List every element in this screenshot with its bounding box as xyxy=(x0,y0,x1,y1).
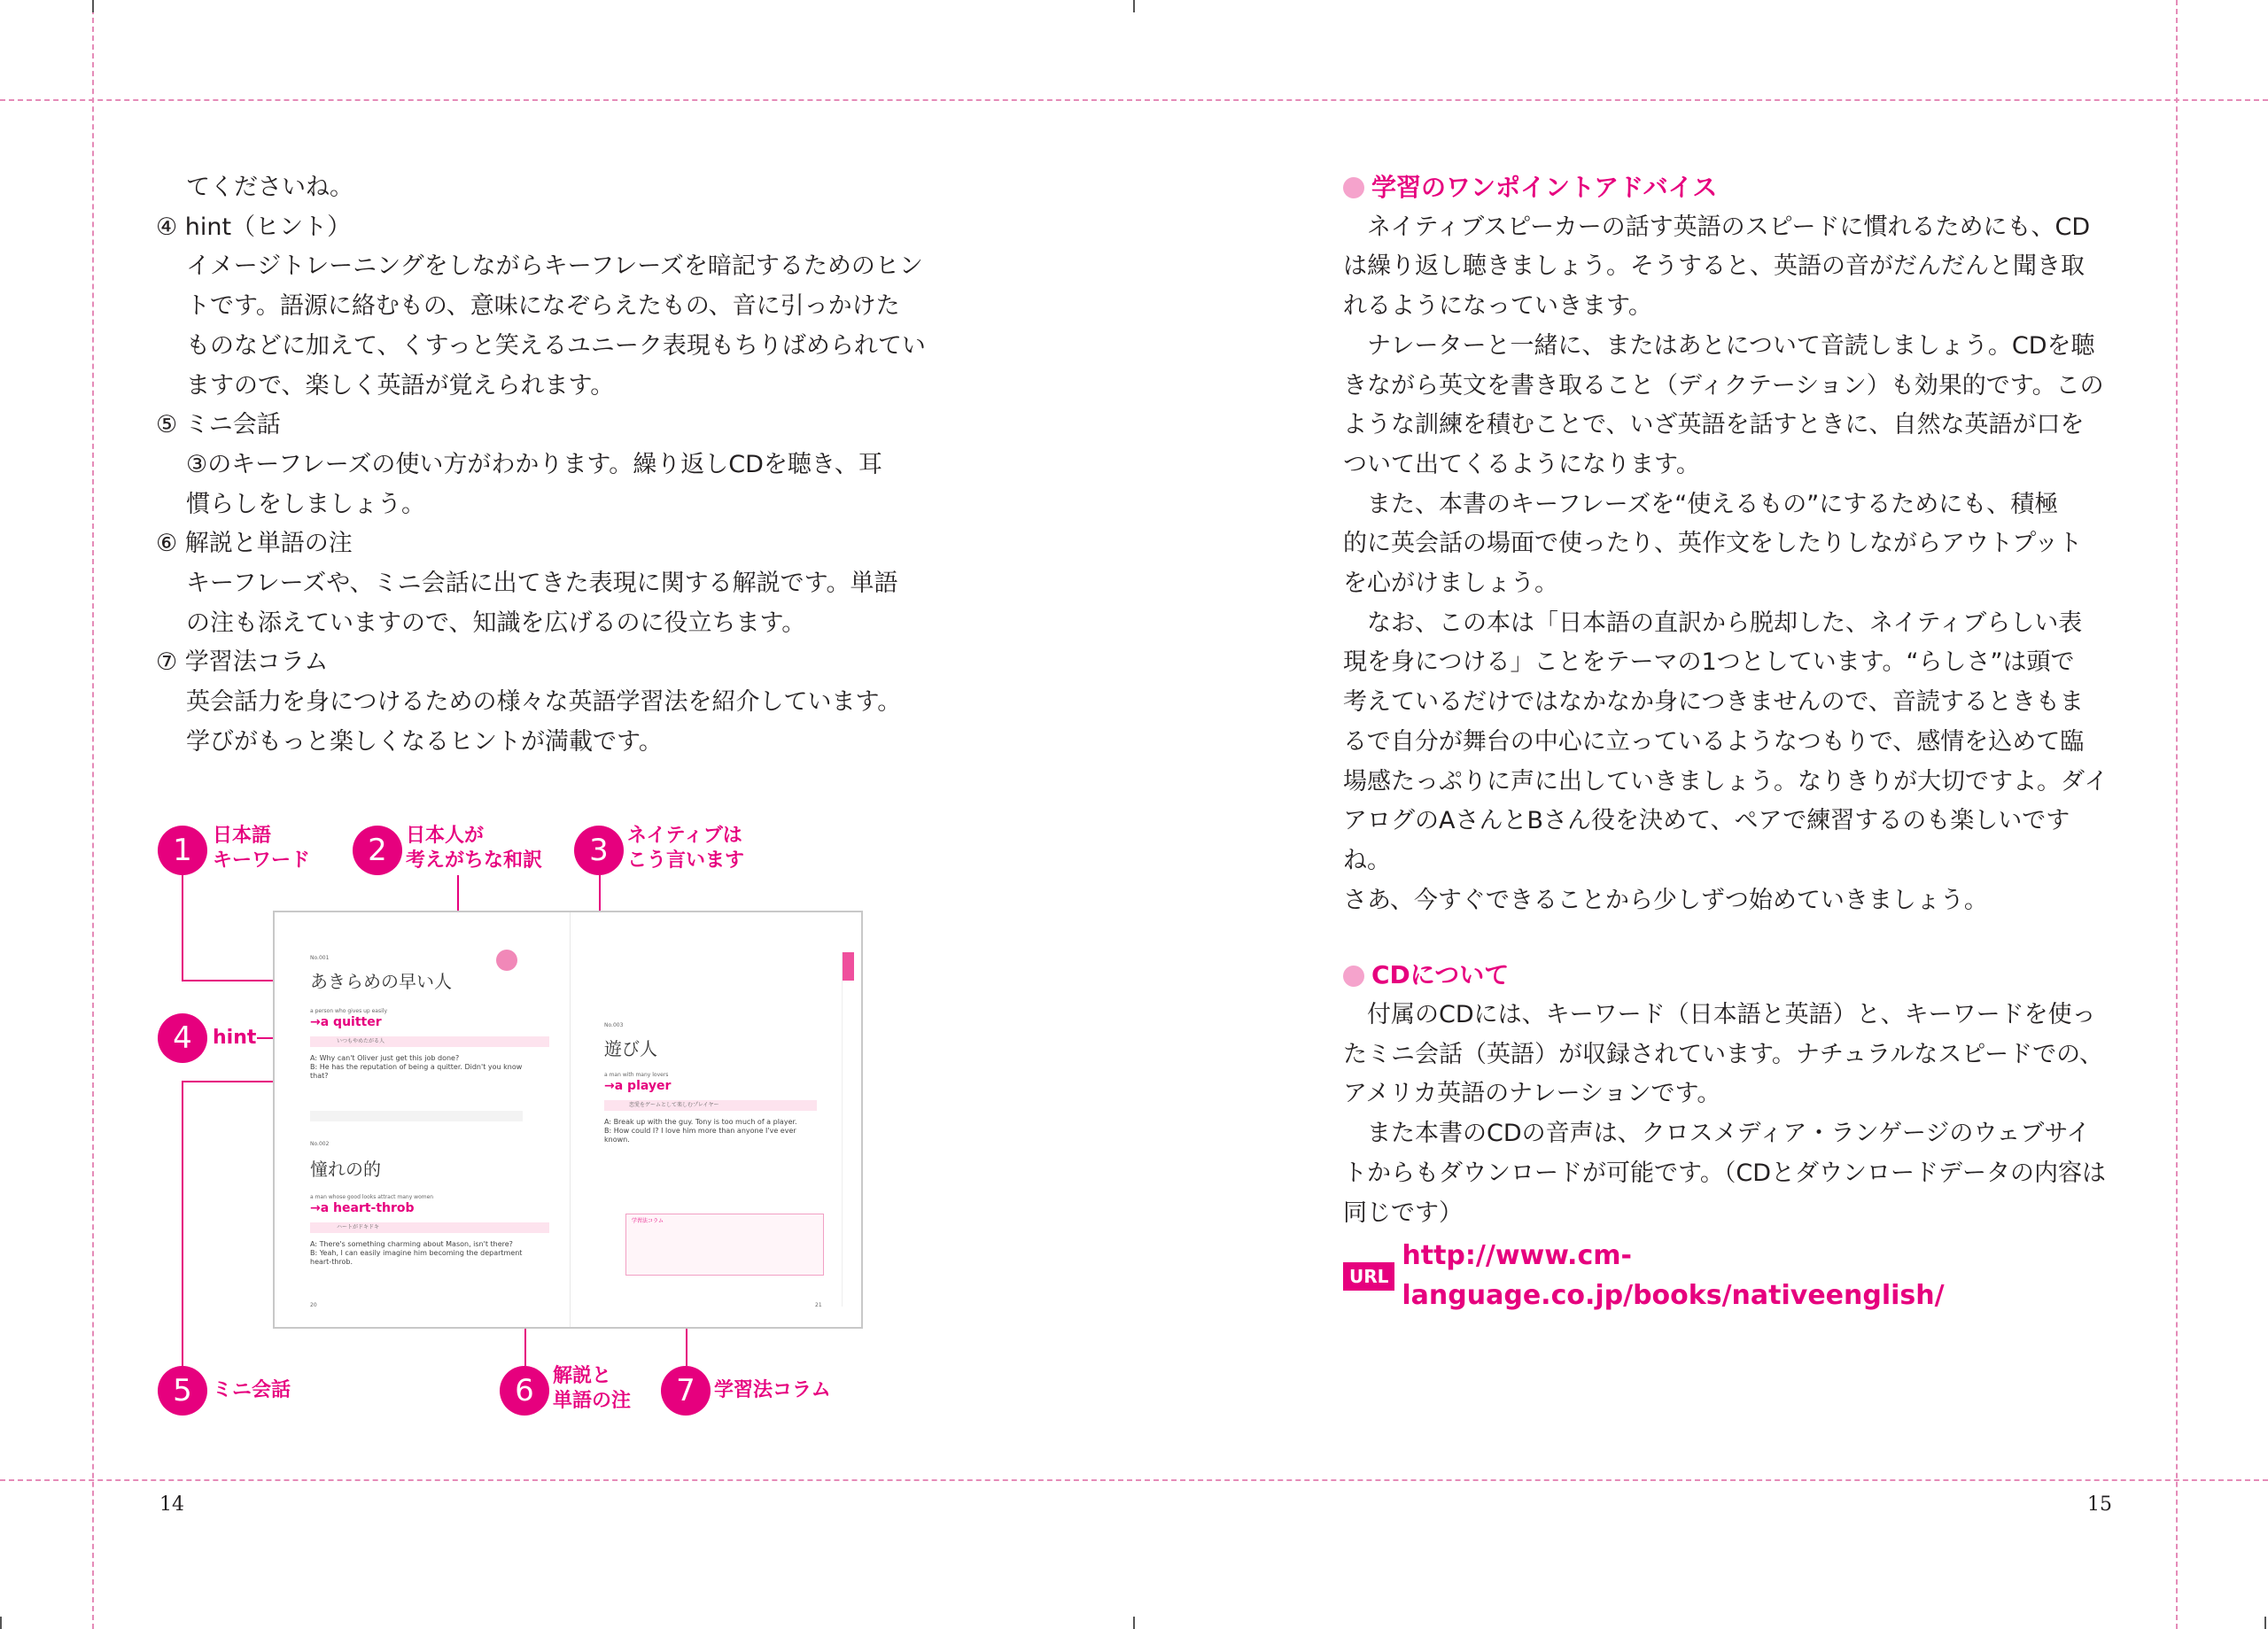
thumb-entry2-no: No.002 xyxy=(310,1141,330,1147)
body-line: の注も添えていますので、知識を広げるのに役立ちます。 xyxy=(186,609,806,637)
thumb-left-page-number: 20 xyxy=(310,1302,317,1308)
callout-number-3: 3 xyxy=(574,826,624,875)
thumb-entry3-no: No.003 xyxy=(604,1022,624,1028)
callout-number-1: 1 xyxy=(158,826,207,875)
thumbnail-chapter-icon xyxy=(496,950,517,971)
callout-text-3a: ネイティブは xyxy=(627,825,742,847)
callout-label-7: 学習法コラム xyxy=(714,1379,831,1401)
crop-mark-top-center xyxy=(1133,0,1135,12)
thumb-entry2-dialog: A: There's something charming about Mason, isn't there? B: Yeah, I can easily imagine him becoming the department heart-throb. xyxy=(310,1240,523,1266)
callout-text-2b: 考えがちな和訳 xyxy=(406,849,543,872)
callout-text-3b: こう言います xyxy=(627,849,745,872)
crop-mark-bottom-right xyxy=(2264,1617,2266,1629)
thumb-entry3-hint: 恋愛をゲームとして楽しむプレイヤー xyxy=(629,1102,719,1108)
body-line: 考えているだけではなかなか身につきませんので、音読するときもま xyxy=(1343,688,2084,717)
body-line: ③のキーフレーズの使い方がわかります。繰り返しCDを聴き、耳 xyxy=(186,450,882,478)
thumb-entry2-title: 憧れの的 xyxy=(310,1159,381,1180)
body-line: また本書のCDの音声は、クロスメディア・ランゲージのウェブサイ xyxy=(1367,1120,2091,1148)
thumb-entry1-dialog: A: Why can't Oliver just get this job done? B: He has the reputation of being a quitter. Didn't you know that? xyxy=(310,1054,523,1080)
body-line: ますので、楽しく英語が覚えられます。 xyxy=(186,371,615,399)
body-line: トからもダウンロードが可能です。（CDとダウンロードデータの内容は xyxy=(1343,1159,2106,1187)
download-url-link[interactable]: http://www.cm-language.co.jp/books/nativeenglish/ xyxy=(1402,1240,1945,1311)
callout-label-3 xyxy=(627,824,744,873)
body-line: また、本書のキーフレーズを“使えるもの”にするためにも、積極 xyxy=(1367,490,2059,518)
callout-text-1a: 日本語 xyxy=(213,825,272,847)
callout-number-7: 7 xyxy=(661,1366,711,1416)
body-line: たミニ会話（英語）が収録されています。ナチュラルなスピードでの、 xyxy=(1343,1040,2104,1068)
body-line: は繰り返し聴きましょう。そうすると、英語の音がだんだんと聞き取 xyxy=(1343,252,2085,281)
thumb-right-page-number: 21 xyxy=(815,1302,822,1308)
body-line: 的に英会話の場面で使ったり、英作文をしたりしながらアウトプット xyxy=(1343,530,2083,558)
callout-number-2: 2 xyxy=(353,826,402,875)
thumb-entry2-key: →a heart-throb xyxy=(310,1201,415,1215)
body-line: 同じです） xyxy=(1343,1198,1463,1227)
thumbnail-tab-rule xyxy=(842,952,854,1307)
body-line: を心がけましょう。 xyxy=(1343,570,1558,598)
right-page-body xyxy=(1343,168,2110,1316)
body-line: トです。語源に絡むもの、意味になぞらえたもの、音に引っかけた xyxy=(186,292,900,321)
legend-item-heading: ④ hint（ヒント） xyxy=(156,213,352,241)
callout-number-4: 4 xyxy=(158,1013,207,1063)
callout-number-5: 5 xyxy=(158,1366,207,1416)
body-line: なお、この本は「日本語の直訳から脱却した、ネイティブらしい表 xyxy=(1367,609,2083,637)
callout-text-1b: キーワード xyxy=(213,849,311,872)
callout-label-4: hint xyxy=(213,1027,257,1049)
body-line: れるようになっていきます。 xyxy=(1343,292,1652,321)
callout-text-6a: 解説と xyxy=(553,1365,612,1387)
bleed-guide-right xyxy=(2176,0,2178,1629)
body-line: きながら英文を書き取ること（ディクテーション）も効果的です。この xyxy=(1343,371,2104,399)
url-row xyxy=(1343,1237,2110,1315)
bleed-guide-bottom xyxy=(0,1479,2268,1481)
bullet-dot-icon xyxy=(1343,177,1364,198)
thumb-entry3-gloss: a man with many lovers xyxy=(604,1072,669,1078)
thumb-entry3-title: 遊び人 xyxy=(604,1038,657,1059)
callout-label-1 xyxy=(213,824,310,873)
body-line: 英会話力を身につけるための様々な英語学習法を紹介しています。 xyxy=(186,688,902,717)
thumb-entry2-hint: ハートがドキドキ xyxy=(337,1224,380,1230)
body-line: キーフレーズや、ミニ会話に出てきた表現に関する解説です。単語 xyxy=(186,570,898,598)
right-page-number: 15 xyxy=(2087,1493,2112,1516)
thumb-entry1-title: あきらめの早い人 xyxy=(310,971,452,992)
body-line: ついて出てくるようになります。 xyxy=(1343,450,1700,478)
thumbnail-gutter xyxy=(570,912,571,1327)
body-line: 付属のCDには、キーワード（日本語と英語）と、キーワードを使っ xyxy=(1367,1001,2096,1029)
left-page-number: 14 xyxy=(159,1493,184,1516)
callout-text-2a: 日本人が xyxy=(406,825,485,847)
body-line: てくださいね。 xyxy=(186,174,353,201)
section-heading-text: CDについて xyxy=(1371,960,1510,990)
left-page-body xyxy=(156,168,936,763)
body-line: イメージトレーニングをしながらキーフレーズを暗記するためのヒン xyxy=(186,252,923,281)
sample-spread-thumbnail xyxy=(273,911,863,1329)
bullet-dot-icon xyxy=(1343,966,1364,987)
thumb-entry1-hint: いつもやめたがる人 xyxy=(337,1038,385,1044)
bleed-guide-left xyxy=(92,0,94,1629)
section-heading xyxy=(1343,168,2110,208)
body-line: るで自分が舞台の中心に立っているようなつもりで、感情を込めて臨 xyxy=(1343,727,2085,756)
crop-mark-bottom-left xyxy=(0,1617,2,1629)
thumb-entry1-no: No.001 xyxy=(310,955,330,961)
body-line: さあ、今すぐできることから少しずつ始めていきましょう。 xyxy=(1343,886,1988,914)
body-line: ネイティブスピーカーの話す英語のスピードに慣れるためにも、CD xyxy=(1367,213,2091,241)
body-line: 慣らしをしましょう。 xyxy=(186,490,425,518)
thumb-column-box xyxy=(625,1214,824,1276)
body-line: 学びがもっと楽しくなるヒントが満載です。 xyxy=(186,727,663,756)
callout-number-6: 6 xyxy=(500,1366,549,1416)
body-line: ものなどに加えて、くすっと笑えるユニーク表現もちりばめられてい xyxy=(186,331,926,360)
callout-text-6b: 単語の注 xyxy=(553,1390,632,1412)
body-line: ような訓練を積むことで、いざ英語を話すときに、自然な英語が口を xyxy=(1343,411,2085,439)
legend-item-heading: ⑤ ミニ会話 xyxy=(156,411,281,439)
thumb-entry1-gloss: a person who gives up easily xyxy=(310,1008,387,1014)
thumb-entry3-dialog: A: Break up with the guy. Tony is too much of a player. B: How could I? I love him more than anyone I've ever known. xyxy=(604,1118,797,1144)
callout-label-2 xyxy=(406,824,542,873)
bleed-guide-top xyxy=(0,99,2268,101)
url-badge: URL xyxy=(1343,1262,1394,1291)
body-line: 場感たっぷりに声に出していきましょう。なりきりが大切ですよ。ダイ xyxy=(1343,767,2109,795)
thumb-entry3-key: →a player xyxy=(604,1079,672,1093)
crop-mark-top-left xyxy=(92,0,94,12)
callout-label-6 xyxy=(553,1364,631,1414)
section-heading xyxy=(1343,956,2110,996)
legend-item-heading: ⑦ 学習法コラム xyxy=(156,648,329,677)
thumb-column-title: 学習法コラム xyxy=(632,1218,664,1224)
thumb-entry1-note-bar xyxy=(310,1111,523,1121)
leader-1-v xyxy=(182,875,183,981)
thumb-entry2-gloss: a man whose good looks attract many women xyxy=(310,1194,434,1200)
leader-5-v xyxy=(182,1081,183,1366)
section-heading-text: 学習のワンポイントアドバイス xyxy=(1371,173,1718,202)
crop-mark-bottom-center xyxy=(1133,1617,1135,1629)
callout-label-5: ミニ会話 xyxy=(213,1379,291,1401)
body-line: アログのAさんとBさん役を決めて、ペアで練習するのも楽しいですね。 xyxy=(1343,807,2070,874)
body-line: アメリカ英語のナレーションです。 xyxy=(1343,1080,1721,1108)
legend-item-heading: ⑥ 解説と単語の注 xyxy=(156,530,353,558)
body-line: 現を身につける」ことをテーマの1つとしています。“らしさ”は頭で xyxy=(1343,648,2075,677)
body-line: ナレーターと一緒に、またはあとについて音読しましょう。CDを聴 xyxy=(1367,331,2095,360)
thumb-entry1-key: →a quitter xyxy=(310,1015,382,1029)
